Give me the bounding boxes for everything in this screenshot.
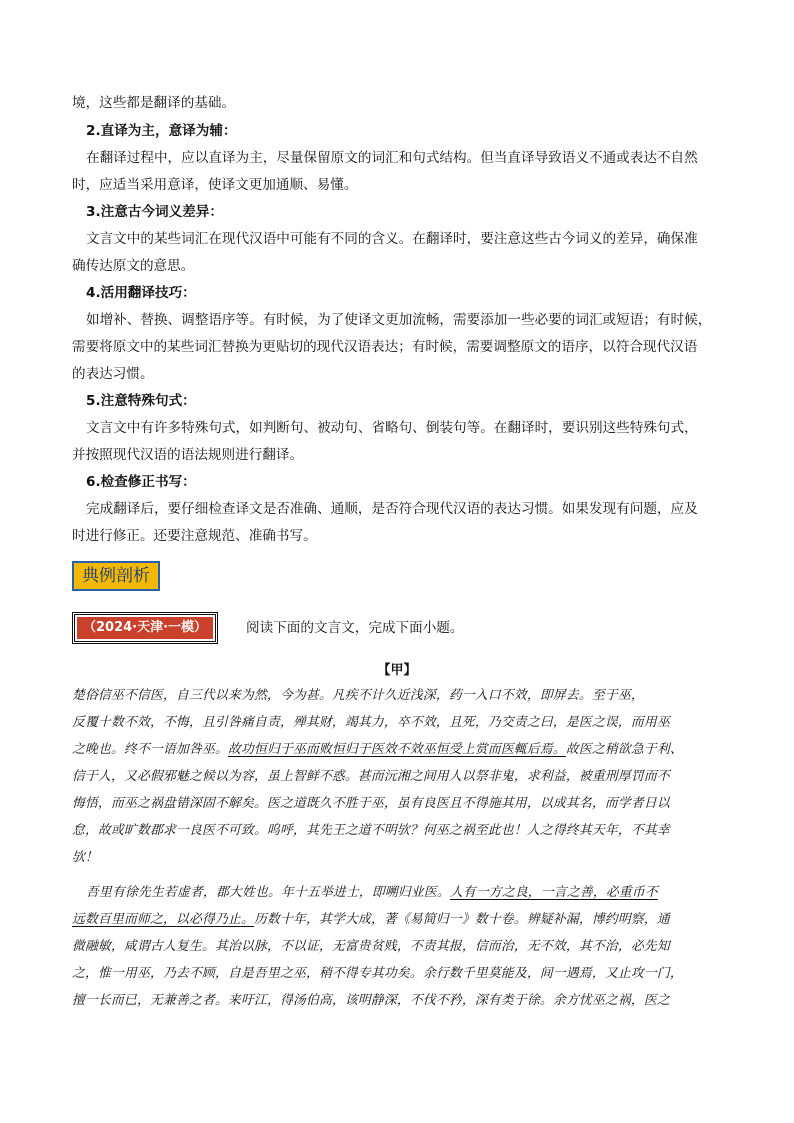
- section-heading: 4.活用翻译技巧：: [86, 285, 196, 301]
- passage-line: 怠，故或旷数郡求一良医不可致。呜呼，其先王之道不明欤？何巫之祸至此也！人之得终其天年，不其幸: [72, 823, 670, 838]
- paragraph-line: 文言文中有许多特殊句式，如判断句、被动句、省略句、倒装句等。在翻译时，要识别这些特殊句式，: [86, 420, 698, 436]
- section-heading: 2.直译为主，意译为辅：: [86, 123, 237, 139]
- paragraph-line: 的表达习惯。: [72, 366, 154, 382]
- passage-line: 之，惟一用巫，乃去不顾，自是吾里之巫，稍不得专其功矣。余行数千里莫能及，间一遇焉，又止攻一门，: [72, 966, 683, 981]
- section-heading: 5.注意特殊句式：: [86, 393, 196, 409]
- exam-source-text: （2024·天津·一模）: [83, 620, 208, 635]
- paragraph-line: 在翻译过程中，应以直译为主，尽量保留原文的词汇和句式结构。但当直译导致语义不通或表达不自然: [86, 150, 698, 166]
- paragraph-line: 境，这些都是翻译的基础。: [72, 95, 236, 111]
- passage-line: [86, 879, 658, 906]
- paragraph-line: 时，应适当采用意译，使译文更加通顺、易懂。: [72, 177, 358, 193]
- passage-line: 擅一长而已，无兼善之者。来吁江，得汤伯高，该明静深，不伐不矜，深有类于徐。余方忧巫之祸，医之: [72, 993, 670, 1008]
- passage-line-text: 吾里有徐先生若虚者，郡大姓也。年十五举进士，即嗍归业医。: [86, 885, 450, 900]
- example-analysis-tag: 典例剖析: [72, 561, 160, 591]
- passage-line-text: 之晚也。终不一语加咎巫。: [72, 742, 228, 757]
- section-heading: 6.检查修正书写：: [86, 474, 196, 490]
- paragraph-line: 需要将原文中的某些词汇替换为更贴切的现代汉语表达；有时候，需要调整原文的语序，以符合现代汉语: [72, 339, 698, 355]
- passage-line: 楚俗信巫不信医，自三代以来为然，今为甚。凡疾不计久近浅深，药一入口不效，即屏去。至于巫，: [72, 688, 644, 703]
- paragraph-line: 如增补、替换、调整语序等。有时候，为了使译文更加流畅，需要添加一些必要的词汇或短语；有时候，: [86, 312, 712, 328]
- passage-line: [72, 906, 670, 933]
- passage-line-text: 历数十年，其学大成，著《易简归一》数十卷。辨疑补漏，博约明察，通: [253, 912, 670, 927]
- paragraph-line: 完成翻译后，要仔细检查译文是否准确、通顺，是否符合现代汉语的表达习惯。如果发现有问题，应及: [86, 501, 698, 517]
- paragraph-line: 文言文中的某些词汇在现代汉语中可能有不同的含义。在翻译时，要注意这些古今词义的差异，确保准: [86, 231, 698, 247]
- underlined-sentence: 人有一方之良，一言之善，必重币不: [449, 885, 658, 900]
- passage-line: 欤！: [72, 850, 98, 865]
- passage-line: 信于人，又必假邪魅之候以为容，虽上智鲜不惑。甚而沅湘之间用人以祭非鬼，求利益，被重刑厚罚而不: [72, 769, 670, 784]
- paragraph-line: 确传达原文的意思。: [72, 258, 195, 274]
- paragraph-line: 时进行修正。还要注意规范、准确书写。: [72, 528, 317, 544]
- passage-line: 悔悟，而巫之祸盘错深固不解矣。医之道既久不胜于巫，虽有良医且不得施其用，以成其名，而学者日以: [72, 796, 670, 811]
- passage-title: 【甲】: [377, 663, 417, 678]
- paragraph-line: 并按照现代汉语的语法规则进行翻译。: [72, 447, 304, 463]
- passage-line: [72, 736, 683, 763]
- passage-line: 反覆十数不效，不悔，且引咎痛自责，殚其财，竭其力，卒不效，且死，乃交责之曰，是医之误，而用巫: [72, 715, 670, 730]
- underlined-sentence: 远数百里而师之，以必得乃止。: [72, 912, 254, 927]
- exam-instruction: 阅读下面的文言文，完成下面小题。: [246, 620, 464, 636]
- passage-line-text: 故医之稍欲急于利、: [565, 742, 683, 757]
- exam-source-label: [72, 612, 218, 644]
- passage-line: 微融敏，咸谓古人复生。其治以脉，不以证，无富贵贫贱，不责其报，信而治，无不效，其不治，必先知: [72, 939, 670, 954]
- section-heading: 3.注意古今词义差异：: [86, 204, 223, 220]
- underlined-sentence: 故功恒归于巫而败恒归于医效不效巫恒受上赏而医輒后焉。: [227, 742, 566, 757]
